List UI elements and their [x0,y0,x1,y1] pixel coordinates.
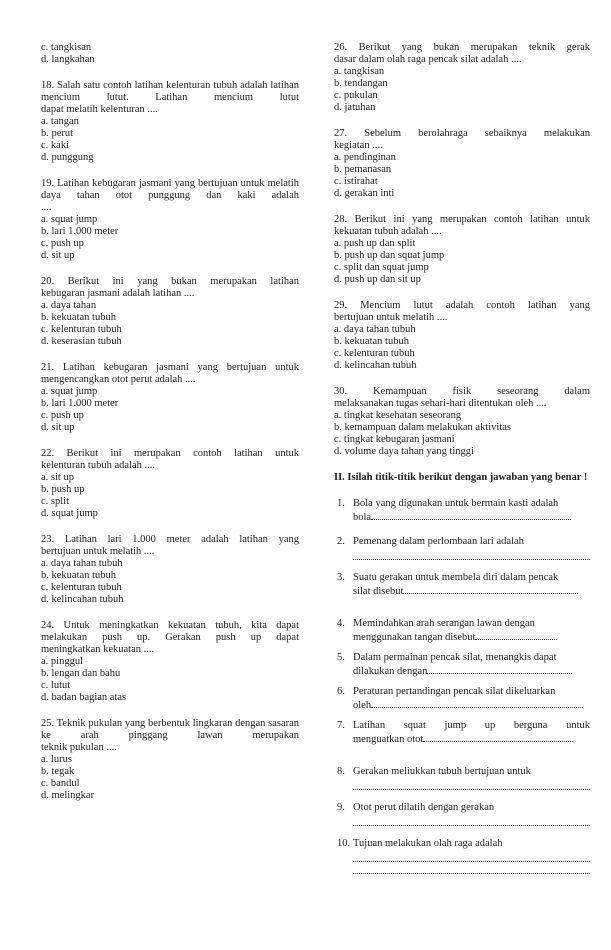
option: c. tingkat kebugaran jasmani [334,434,455,445]
answer-blank[interactable] [475,630,557,640]
option: c. kaki [41,140,69,151]
option: c. split [41,496,69,507]
option: a. push up dan split [334,238,416,249]
option: d. sit up [41,422,75,433]
option: d. langkahan [41,54,95,65]
fill-item-3: 3. Suatu gerakan untuk membela diri dalam pencak silat disebut [334,572,590,598]
option: a. squat jump [41,214,98,225]
question-stem: 23. Latihan lari 1.000 meter adalah latihan yang bertujuan untuk melatih .... [41,534,299,557]
option: a. pendinginan [334,152,396,163]
option: d. melingkar [41,790,95,801]
question-stem: 20. Berikut ini yang bukan merupakan latihan kebugaran jasmani adalah latihan .... [41,276,299,299]
option: c. pukulan [334,90,378,101]
option: c. kelenturan tubuh [41,582,122,593]
option: c. bandul [41,778,80,789]
option: c. push up [41,238,84,249]
question-22 [41,448,299,520]
question-18 [41,80,299,164]
answer-blank[interactable] [353,863,590,874]
answer-blank[interactable] [371,510,571,520]
option: c. tangkisan [41,42,92,53]
question-stem: 28. Berikut ini yang merupakan contoh latihan untuk kekuatan tubuh adalah .... [334,214,590,237]
fill-item-2: 2. Pemenang dalam perlombaan lari adalah [334,536,590,560]
question-29 [334,300,590,372]
option: b. lari 1.000 meter [41,226,119,237]
option: a. tangkisan [334,66,385,77]
option: d. jatuhan [334,102,376,113]
fill-item-10: 10. Tujuan melakukan olah raga adalah [334,838,590,874]
option: b. perut [41,128,74,139]
question-26 [334,42,590,114]
question-stem: 22. Berikut ini merupakan contoh latihan untuk kelenturan tubuh adalah .... [41,448,299,471]
answer-blank[interactable] [371,698,583,708]
fill-item-7: 7. Latihan squat jump up berguna untuk menguatkan otot [337,720,590,745]
question-stem: 19. Latihan kebugaran jasmani yang bertujuan untuk melatih daya tahan otot punggung dan kaki adalah .... [41,178,299,213]
option: b. kekuatan tubuh [334,336,409,347]
option: a. pinggul [41,656,83,667]
option: a. tangan [41,116,79,127]
answer-blank[interactable] [353,851,590,862]
question-20 [41,276,299,348]
fill-item-4: 4. Memindahkan arah serangan lawan dengan menggunakan tangan disebut [334,618,590,644]
question-stem: 27. Sebelum berolahraga sebaiknya melakukan kegiatan .... [334,128,590,151]
option: d. volume daya tahan yang tinggi [334,446,474,457]
option: c. push up [41,410,84,421]
question-stem: 25. Teknik pukulan yang berbentuk lingkaran dengan sasaran ke arah pinggang lawan merupakan teknik pukulan .... [41,718,299,753]
fill-item-5: 5. Dalam permainan pencak silat, menangkis dapat dilakukan dengan [334,652,590,678]
option: a. sit up [41,472,74,483]
option: d. squat jump [41,508,98,519]
option: c. split dan squat jump [334,262,429,273]
option: a. daya tahan tubuh [41,558,123,569]
option: a. lurus [41,754,72,765]
question-stem: 26. Berikut yang bukan merupakan teknik gerak dasar dalam olah raga pencak silat adalah .... [334,42,590,65]
option: d. gerakan inti [334,188,395,199]
fill-item-8: 8. Gerakan meliukkan tubuh bertujuan untuk [334,766,590,790]
question-stem: 30. Kemampuan fisik seseorang dalam melaksanakan tugas sehari-hari ditentukan oleh .... [334,386,590,409]
question-stem: 21. Latihan kebugaran jasmani yang bertujuan untuk mengencangkan otot perut adalah .... [41,362,299,385]
option: b. lengan dan bahu [41,668,121,679]
question-stem: 18. Salah satu contoh latihan kelenturan tubuh adalah latihan mencium lutut. Latihan mencium lutut dapat melatih kelenturan .... [41,80,299,115]
option: b. tendangan [334,78,388,89]
option: b. push up [41,484,85,495]
option: a. tingkat kesehatan seseorang [334,410,462,421]
option: a. daya tahan tubuh [334,324,416,335]
option: d. badan bagian atas [41,692,127,703]
question-25 [41,718,299,802]
answer-blank[interactable] [427,664,572,674]
option: b. push up dan squat jump [334,250,445,261]
option: d. kelincahan tubuh [334,360,417,371]
fill-item-9: 9. Otot perut dilatih dengan gerakan [334,802,590,826]
answer-blank[interactable] [353,549,590,560]
option: c. kelenturan tubuh [41,324,122,335]
section-2-heading: II. Isilah titik-titik berikut dengan jawaban yang benar ! [334,472,588,483]
option: b. kekuatan tubuh [41,312,116,323]
option: d. punggung [41,152,94,163]
question-stem: 24. Untuk meningkatkan kekuatan tubuh, kita dapat melakukan push up. Gerakan push up dapat meningkatkan kekuatan .... [41,620,299,655]
option: b. kemampuan dalam melakukan aktivitas [334,422,511,433]
answer-blank[interactable] [423,732,573,742]
option: c. istirahat [334,176,378,187]
answer-blank[interactable] [403,584,578,594]
question-stem: 29. Mencium lutut adalah contoh latihan yang bertujuan untuk melatih .... [334,300,590,323]
option: b. tegak [41,766,75,777]
question-17-tail [41,42,299,66]
option: a. squat jump [41,386,98,397]
fill-item-6: 6. Peraturan pertandingan pencak silat dikeluarkan oleh [334,686,590,712]
question-27 [334,128,590,200]
right-column [334,42,590,886]
option: d. keserasian tubuh [41,336,122,347]
option: a. daya tahan [41,300,97,311]
answer-blank[interactable] [353,779,590,790]
option: b. lari 1.000 meter [41,398,119,409]
option: b. pemanasan [334,164,392,175]
option: d. kelincahan tubuh [41,594,124,605]
fill-in-list [334,498,590,874]
question-30 [334,386,590,458]
question-24 [41,620,299,704]
option: d. sit up [41,250,75,261]
option: c. kelenturan tubuh [334,348,415,359]
option: d. push up dan sit up [334,274,421,285]
option: c. lutut [41,680,71,691]
question-21 [41,362,299,434]
question-23 [41,534,299,606]
option: b. kekuatan tubuh [41,570,116,581]
fill-item-1: 1. Bola yang digunakan untuk bermain kasti adalah bola [334,498,590,524]
left-column [41,42,299,816]
question-28 [334,214,590,286]
answer-blank[interactable] [353,815,590,826]
question-19 [41,178,299,262]
